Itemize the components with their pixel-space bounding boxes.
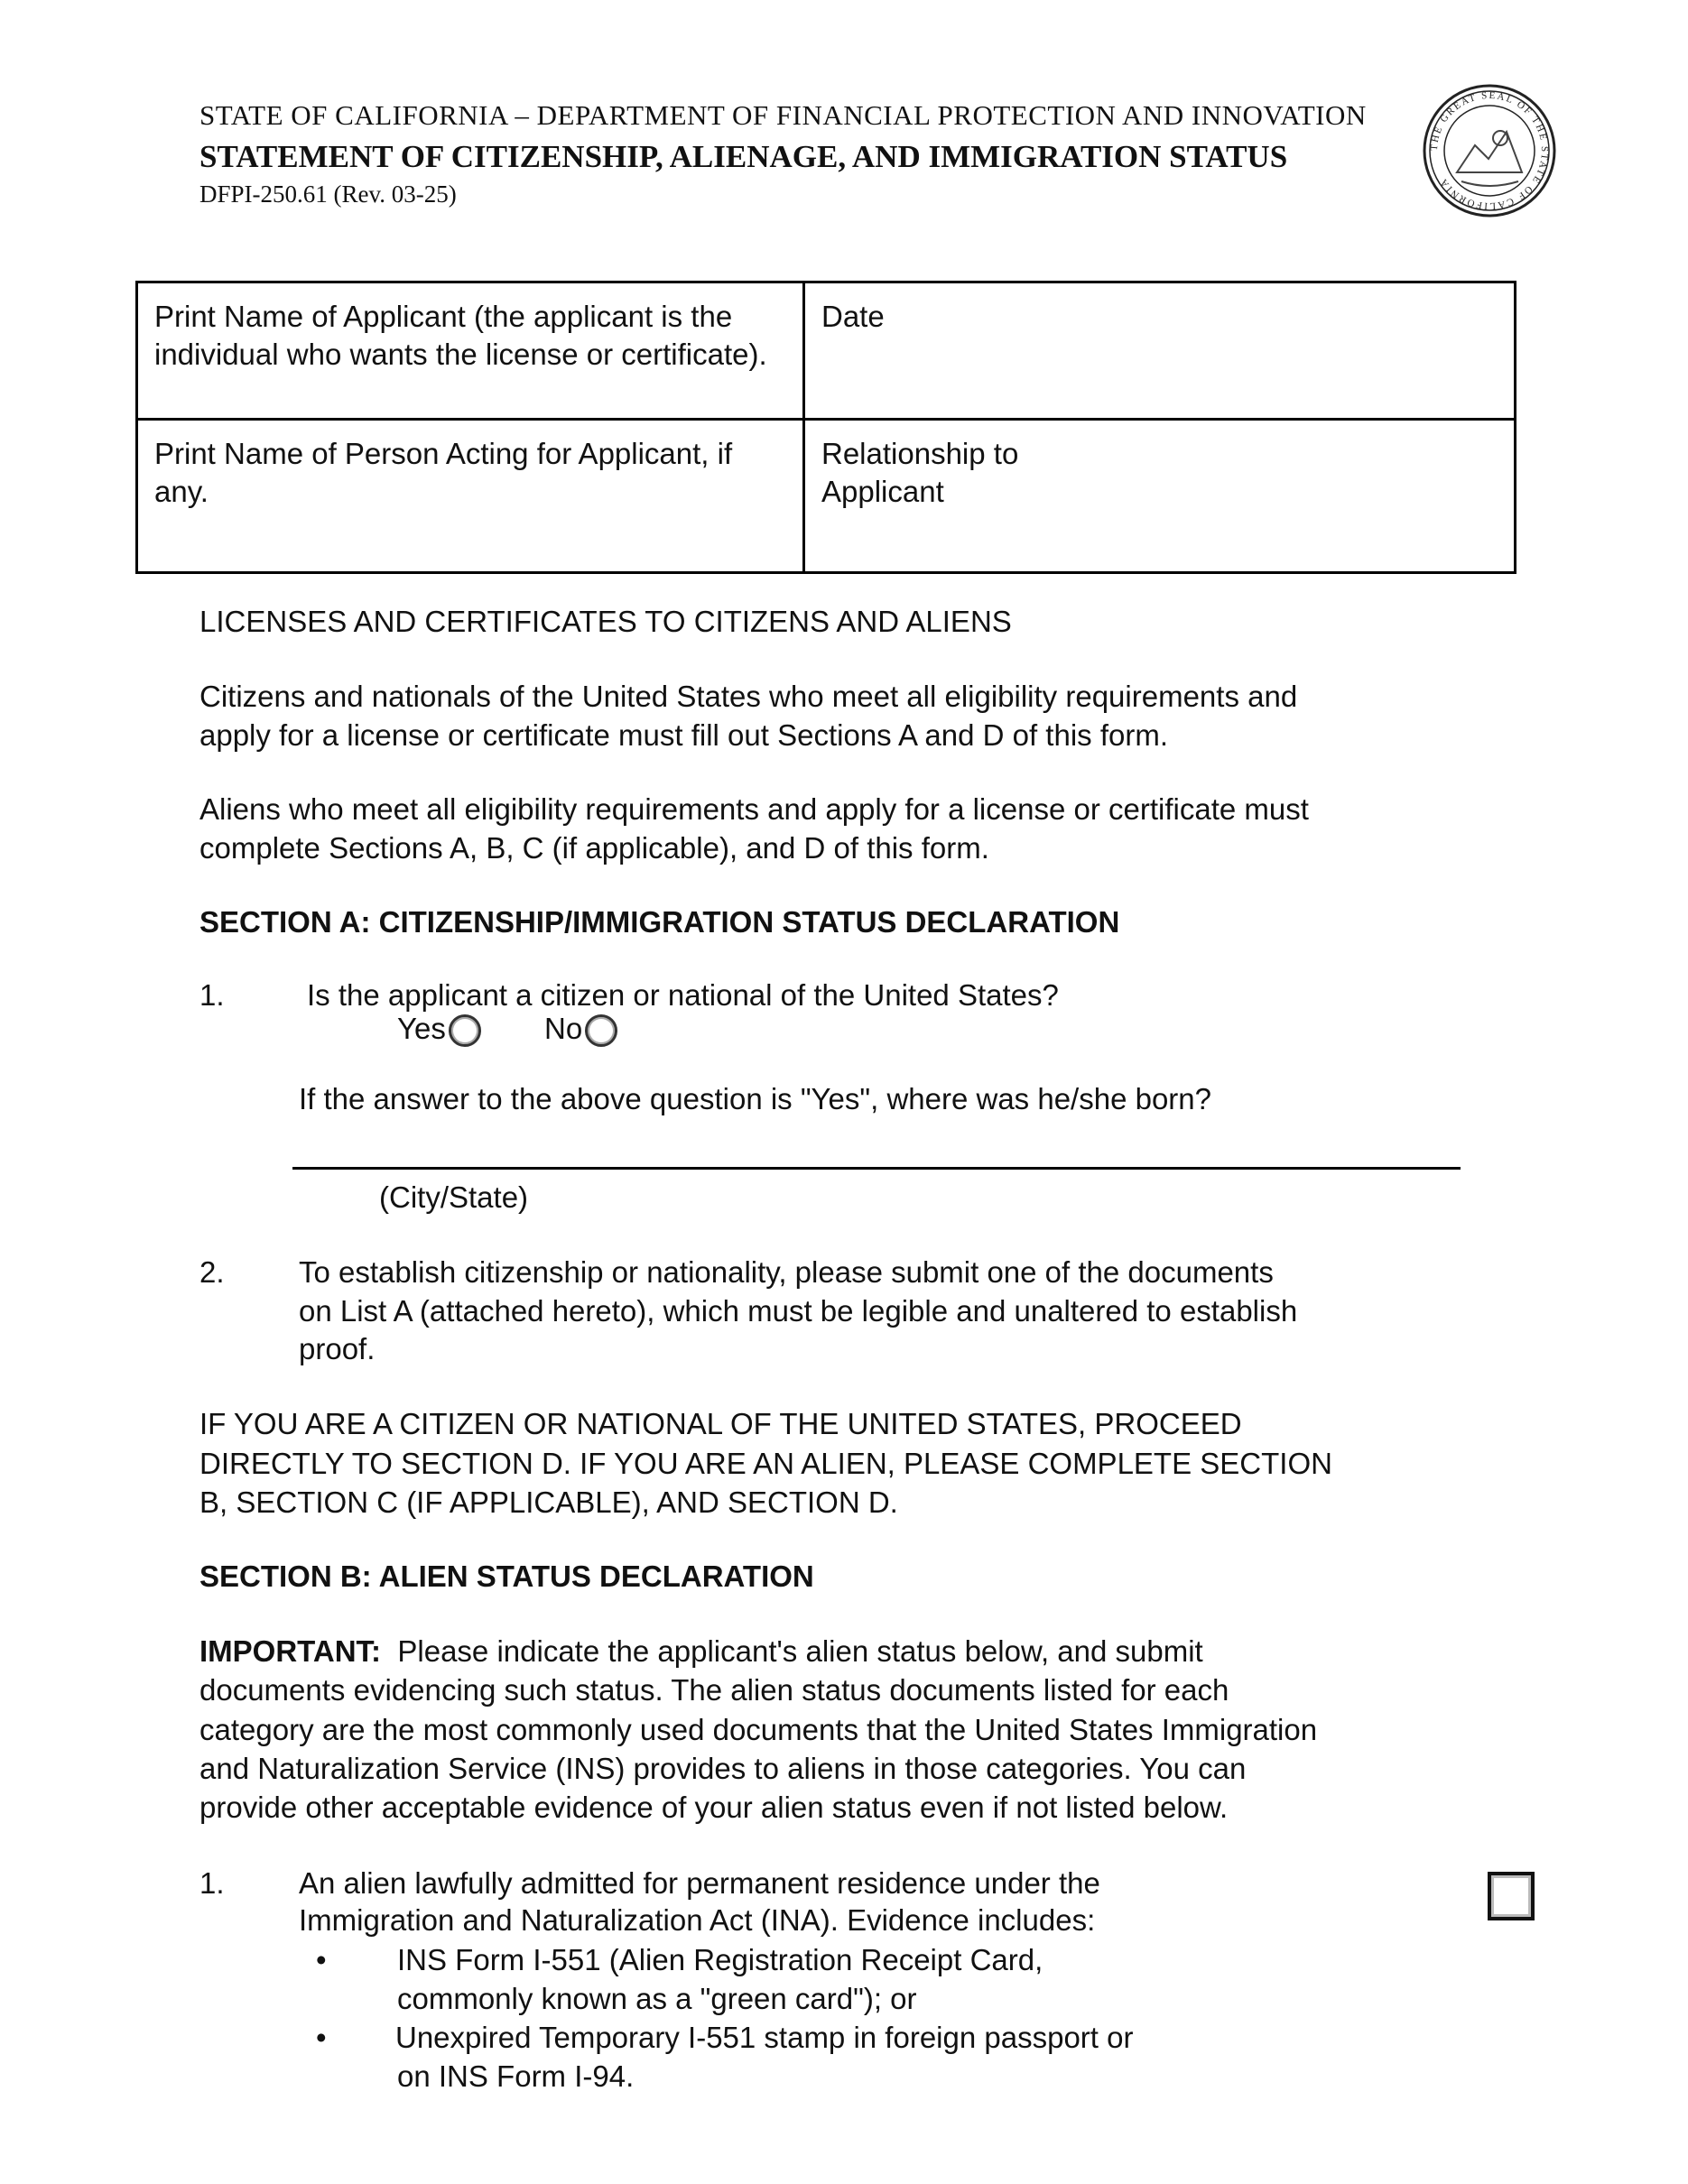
- bullet-line: Unexpired Temporary I-551 stamp in foreign passport or: [395, 2021, 1134, 2054]
- acting-person-label: Print Name of Person Acting for Applicant, if any.: [154, 437, 733, 508]
- intro-heading: LICENSES AND CERTIFICATES TO CITIZENS AND ALIENS: [199, 605, 1012, 638]
- q2-line: To establish citizenship or nationality, please submit one of the documents: [299, 1255, 1274, 1289]
- no-option[interactable]: [544, 1009, 617, 1048]
- bullet-icon: •: [316, 1943, 327, 1976]
- bullet-icon: •: [316, 2021, 327, 2054]
- applicant-name-label: Print Name of Applicant (the applicant is the individual who wants the license or certificate).: [154, 300, 767, 371]
- important-line: category are the most commonly used documents that the United States Immigration: [199, 1713, 1318, 1746]
- q2-line: on List A (attached hereto), which must be legible and unaltered to establish: [299, 1294, 1298, 1328]
- form-number: DFPI-250.61 (Rev. 03-25): [199, 180, 457, 208]
- important-label: IMPORTANT:: [199, 1634, 382, 1668]
- agency-name: STATE OF CALIFORNIA – DEPARTMENT OF FINANCIAL PROTECTION AND INNOVATION: [199, 99, 1367, 131]
- bullet-line: INS Form I-551 (Alien Registration Receipt Card,: [397, 1943, 1043, 1976]
- date-label: Date: [821, 300, 885, 333]
- item1-number: 1.: [199, 1866, 225, 1900]
- q1-text: Is the applicant a citizen or national of the United States?: [307, 978, 1059, 1012]
- relationship-field[interactable]: [804, 420, 1516, 573]
- q2-line: proof.: [299, 1332, 376, 1365]
- applicant-info-table: [135, 281, 1516, 574]
- svg-text:THE GREAT SEAL OF THE STATE OF: [1429, 90, 1550, 211]
- yes-radio[interactable]: [449, 1014, 481, 1047]
- relationship-label: Relationship to Applicant: [821, 437, 1019, 508]
- applicant-name-field[interactable]: [137, 282, 804, 420]
- notice-line: DIRECTLY TO SECTION D. IF YOU ARE AN ALIEN, PLEASE COMPLETE SECTION: [199, 1447, 1332, 1480]
- yes-label: Yes: [397, 1012, 446, 1045]
- important-line: and Naturalization Service (INS) provides to aliens in those categories. You can: [199, 1752, 1247, 1785]
- city-state-label: (City/State): [379, 1180, 529, 1214]
- notice-line: IF YOU ARE A CITIZEN OR NATIONAL OF THE UNITED STATES, PROCEED: [199, 1407, 1242, 1440]
- no-label: No: [544, 1012, 583, 1045]
- important-line: documents evidencing such status. The alien status documents listed for each: [199, 1673, 1229, 1707]
- intro-para1-line: Citizens and nationals of the United States who meet all eligibility requirements and: [199, 680, 1298, 713]
- q2-number: 2.: [199, 1255, 225, 1289]
- item1-line: An alien lawfully admitted for permanent residence under the: [299, 1866, 1100, 1900]
- california-seal-icon: [1421, 82, 1558, 219]
- born-question: If the answer to the above question is "Yes", where was he/she born?: [299, 1082, 1211, 1115]
- bullet-line: on INS Form I-94.: [397, 2059, 635, 2093]
- acting-person-field[interactable]: [137, 420, 804, 573]
- important-line: [199, 1632, 1203, 1670]
- item1-line: Immigration and Naturalization Act (INA). Evidence includes:: [299, 1903, 1096, 1937]
- notice-line: B, SECTION C (IF APPLICABLE), AND SECTION D.: [199, 1485, 898, 1519]
- intro-para2-line: complete Sections A, B, C (if applicable), and D of this form.: [199, 831, 989, 865]
- intro-para1-line: apply for a license or certificate must fill out Sections A and D of this form.: [199, 718, 1168, 752]
- permanent-resident-checkbox[interactable]: [1488, 1872, 1535, 1920]
- section-b-heading: SECTION B: ALIEN STATUS DECLARATION: [199, 1559, 814, 1593]
- important-text: Please indicate the applicant's alien status below, and submit: [397, 1634, 1203, 1668]
- seal-text: THE GREAT SEAL OF THE STATE OF CALIFORNIA: [1428, 89, 1551, 212]
- birthplace-underline: [292, 1167, 1461, 1170]
- section-a-heading: SECTION A: CITIZENSHIP/IMMIGRATION STATUS DECLARATION: [199, 905, 1120, 939]
- yes-option[interactable]: [397, 1009, 481, 1048]
- bullet-line: commonly known as a "green card"); or: [397, 1982, 917, 2015]
- date-field[interactable]: [804, 282, 1516, 420]
- important-line: provide other acceptable evidence of your alien status even if not listed below.: [199, 1791, 1229, 1824]
- q1-number: 1.: [199, 978, 225, 1012]
- no-radio[interactable]: [585, 1014, 617, 1047]
- form-title: STATEMENT OF CITIZENSHIP, ALIENAGE, AND IMMIGRATION STATUS: [199, 139, 1288, 174]
- intro-para2-line: Aliens who meet all eligibility requirements and apply for a license or certificate must: [199, 792, 1309, 826]
